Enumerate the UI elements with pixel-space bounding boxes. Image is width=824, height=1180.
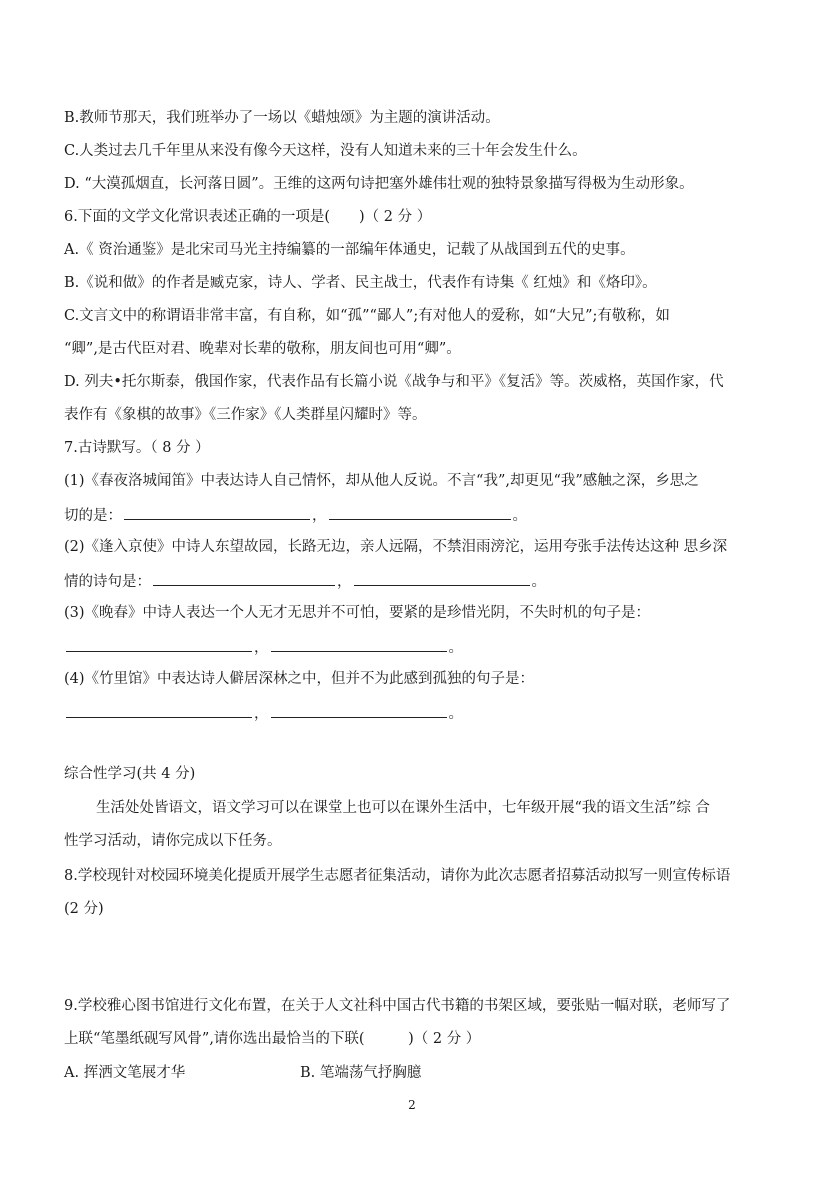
option-b: B. 笔端荡气抒胸臆	[300, 1065, 422, 1081]
line-option-c-q6: C.文言文中的称谓语非常丰富，有自称，如“孤”“鄙人”;有对他人的爱称，如“大兄”;有敬称，如	[64, 308, 670, 324]
question-7-1-answer-line	[64, 504, 527, 526]
question-7-4-answer-line	[64, 702, 463, 724]
prompt-text: 切的是：	[64, 508, 122, 524]
period: 。	[448, 706, 463, 722]
line-option-c-q5: C.人类过去几千年里从来没有像今天这样，没有人知道未来的三十年会发生什么。	[64, 143, 587, 159]
question-7: 7.古诗默写。（ 8 分 ）	[64, 440, 210, 456]
question-7-4: (4)《竹里馆》中表达诗人僻居深林之中，但并不为此感到孤独的句子是：	[64, 671, 535, 687]
question-7-1: (1)《春夜洛城闻笛》中表达诗人自己情怀，却从他人反说。不言“我”,却更见“我”感触之深，乡思之	[64, 473, 699, 489]
section-intro-cont: 性学习活动，请你完成以下任务。	[64, 833, 282, 849]
period: 。	[512, 508, 527, 524]
page-number: 2	[408, 1098, 416, 1112]
comma: ，	[254, 640, 269, 656]
question-9-cont: 上联“笔墨纸砚写风骨”,请你选出最恰当的下联( )（ 2 分 ）	[64, 1031, 481, 1047]
section-intro: 生活处处皆语文，语文学习可以在课堂上也可以在课外生活中，七年级开展“我的语文生活”综 合	[96, 800, 710, 816]
comma: ，	[254, 706, 269, 722]
answer-blank[interactable]	[354, 570, 530, 586]
comma: ，	[312, 508, 327, 524]
prompt-text: 情的诗句是：	[64, 574, 151, 590]
line-option-a-q6: A.《 资治通鉴》是北宋司马光主持编纂的一部编年体通史，记载了从战国到五代的史事。	[64, 242, 635, 258]
period: 。	[531, 574, 546, 590]
answer-blank[interactable]	[66, 636, 252, 652]
answer-blank[interactable]	[66, 702, 252, 718]
section-heading: 综合性学习(共 4 分)	[64, 766, 196, 782]
option-a: A. 挥洒文笔展才华	[64, 1065, 186, 1081]
line-option-b-q5: B.教师节那天，我们班举办了一场以《蜡烛颂》为主题的演讲活动。	[64, 110, 500, 126]
question-7-3-answer-line	[64, 636, 463, 658]
line-option-b-q6: B.《说和做》的作者是臧克家，诗人、学者、民主战士，代表作有诗集《 红烛》和《烙印》。	[64, 275, 657, 291]
question-8: 8.学校现针对校园环境美化提质开展学生志愿者征集活动，请你为此次志愿者招募活动拟写一则宣传标语	[64, 868, 731, 884]
answer-blank[interactable]	[271, 702, 447, 718]
period: 。	[448, 640, 463, 656]
question-9: 9.学校雅心图书馆进行文化布置，在关于人文社科中国古代书籍的书架区域，要张贴一幅对联，老师写了	[64, 998, 731, 1014]
question-7-2: (2)《逢入京使》中诗人东望故园，长路无边，亲人远隔，不禁泪雨滂沱，运用夸张手法传达这种 思乡深	[64, 539, 728, 555]
question-9-options	[64, 1063, 421, 1083]
answer-blank[interactable]	[271, 636, 447, 652]
line-option-c-q6-cont: “卿”,是古代臣对君、晚辈对长辈的敬称，朋友间也可用“卿”。	[64, 341, 461, 357]
question-8-points: (2 分)	[64, 901, 104, 917]
line-option-d-q6: D. 列夫•托尔斯泰，俄国作家，代表作品有长篇小说《战争与和平》《复活》等。茨威格，英国作家，代	[64, 374, 724, 390]
question-6: 6.下面的文学文化常识表述正确的一项是( )（ 2 分 ）	[64, 209, 432, 225]
answer-blank[interactable]	[329, 504, 511, 520]
line-option-d-q6-cont: 表作有《象棋的故事》《三作家》《人类群星闪耀时》等。	[64, 407, 427, 423]
line-option-d-q5: D. “大漠孤烟直，长河落日圆”。王维的这两句诗把塞外雄伟壮观的独特景象描写得极为生动形象。	[64, 176, 694, 192]
answer-blank[interactable]	[153, 570, 335, 586]
question-7-3: (3)《晚春》中诗人表达一个人无才无思并不可怕，要紧的是珍惜光阴，不失时机的句子是：	[64, 605, 651, 621]
question-7-2-answer-line	[64, 570, 546, 592]
comma: ，	[337, 574, 352, 590]
answer-blank[interactable]	[124, 504, 310, 520]
